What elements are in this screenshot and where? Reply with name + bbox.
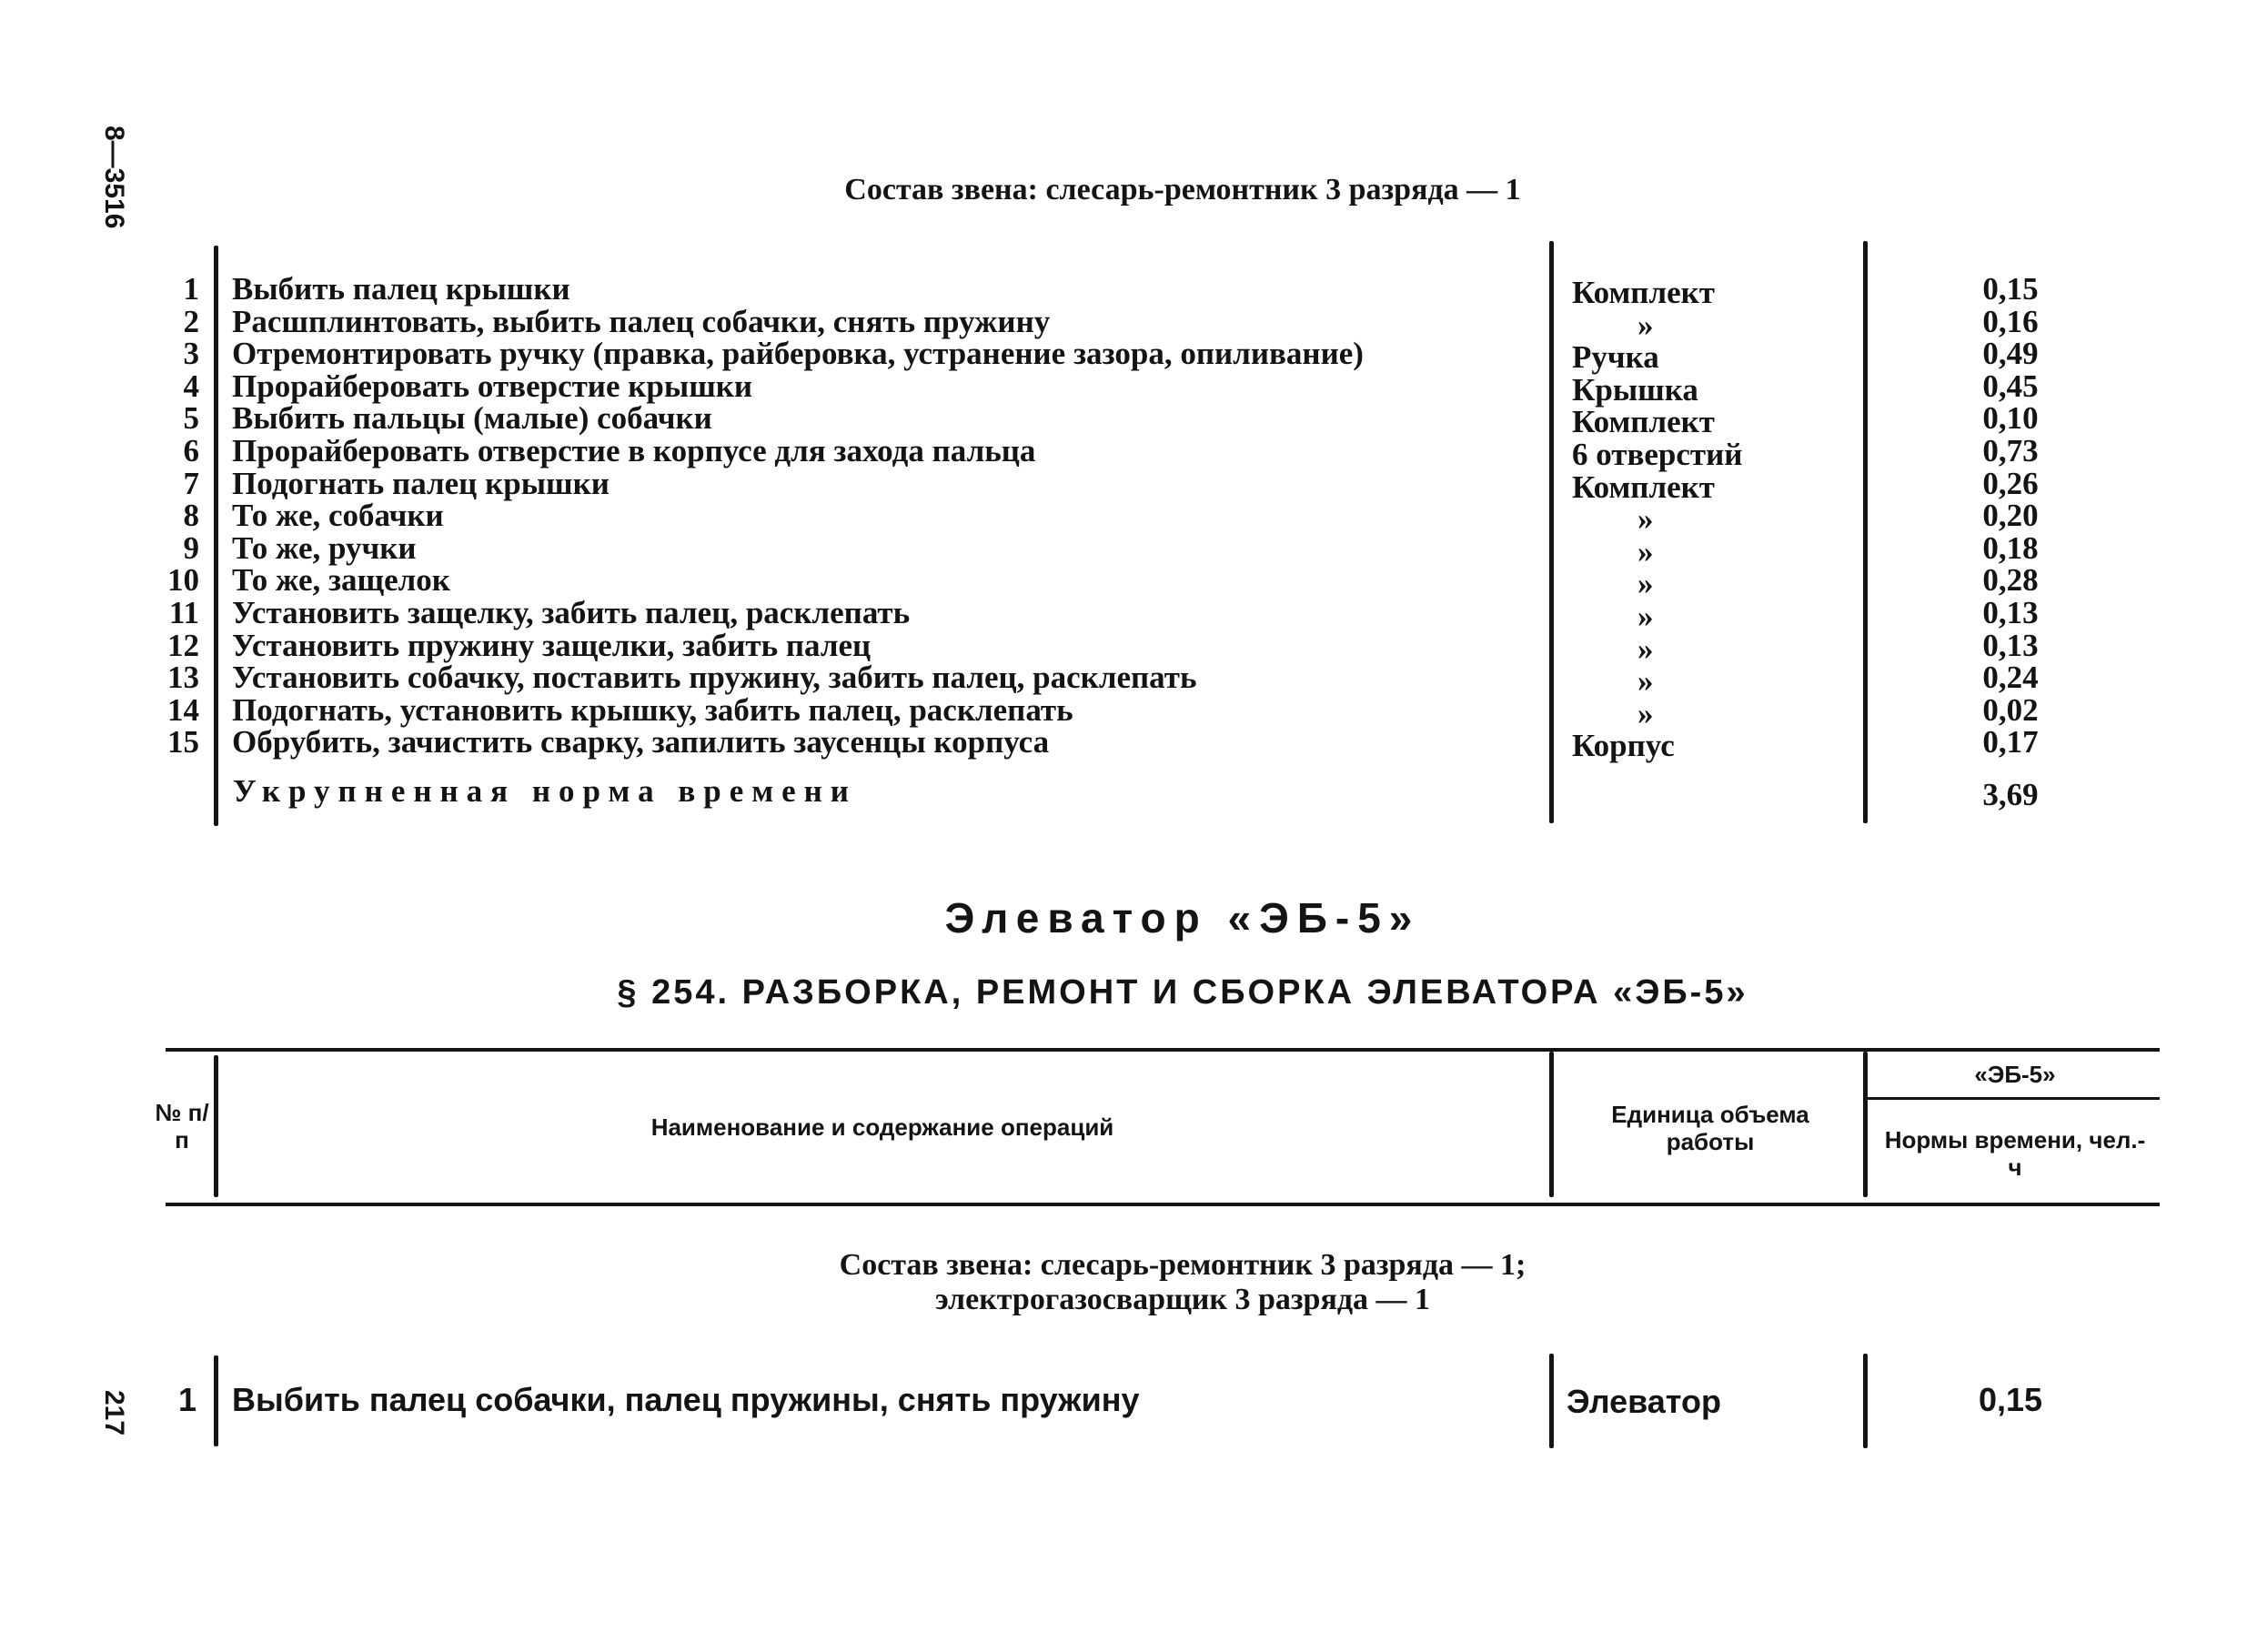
operation-text: Подогнать, установить крышку, забить палец, расклепать — [232, 691, 1073, 728]
operation-text: Установить пружину защелки, забить палец — [232, 627, 872, 663]
crew-heading-2-line1: Состав звена: слесарь-ремонтник 3 разряда — 1; — [839, 1248, 1526, 1282]
row-number: 10 — [167, 562, 199, 599]
row-number: 2 — [183, 303, 199, 339]
norm-value: 0,24 — [1982, 660, 2039, 696]
row-number: 3 — [183, 336, 199, 372]
header-norm: Нормы времени, чел.-ч — [1884, 1126, 2146, 1181]
row-number: 13 — [167, 660, 199, 696]
crew-heading-2-line2: электрогазосварщик 3 разряда — 1 — [934, 1283, 1431, 1316]
row-number: 9 — [183, 529, 199, 566]
row-number: 15 — [167, 724, 199, 761]
norm-value: 0,45 — [1982, 368, 2039, 404]
norm-value: 0,13 — [1982, 595, 2039, 630]
document-code: 8—3516 — [99, 126, 129, 229]
unit-text: » — [1637, 501, 1654, 538]
operation-text: Выбить палец крышки — [232, 271, 570, 307]
table2-hdr-rule-1 — [214, 1055, 218, 1197]
operation-text: То же, ручки — [232, 529, 417, 566]
norm-value: 0,26 — [1982, 465, 2039, 501]
norm-value: 0,10 — [1982, 400, 2039, 437]
operation-text: Обрубить, зачистить сварку, запилить заусенцы корпуса — [232, 724, 1050, 761]
table2-body-rule-2 — [1549, 1354, 1554, 1448]
norm-value: 0,49 — [1982, 336, 2039, 372]
table1-rule-2 — [1549, 241, 1554, 823]
operation-text: Отремонтировать ручку (правка, райберовка, устранение зазора, опиливание) — [232, 336, 1364, 372]
operation-text: То же, собачки — [232, 498, 444, 534]
header-unit: Единица объема работы — [1611, 1101, 1809, 1155]
norm-value: 0,28 — [1982, 562, 2039, 599]
row-number: 6 — [183, 433, 199, 468]
row-number: 1 — [177, 1381, 196, 1418]
total-label: Укрупненная норма времени — [233, 773, 857, 809]
unit-text: » — [1637, 663, 1654, 700]
table1-rule-3 — [1863, 241, 1868, 823]
unit-text: » — [1637, 533, 1654, 569]
operation-text: То же, защелок — [232, 562, 450, 599]
header-num: № п/п — [155, 1099, 209, 1153]
table2-hdr-rule-2 — [1549, 1052, 1554, 1197]
norm-value: 0,73 — [1982, 433, 2039, 468]
unit-text: Комплект — [1572, 404, 1716, 440]
unit-text: » — [1637, 695, 1654, 731]
operation-text: Прорайберовать отверстие крышки — [232, 368, 753, 404]
table2-body-rule-3 — [1863, 1354, 1868, 1448]
table2-body-rule-1 — [214, 1355, 218, 1446]
unit-text: Комплект — [1572, 468, 1716, 505]
row-number: 12 — [167, 627, 199, 663]
operation-text: Прорайберовать отверстие в корпусе для захода пальца — [232, 433, 1036, 468]
row-number: 4 — [183, 368, 199, 404]
row-number: 5 — [183, 400, 199, 437]
norm-value: 0,18 — [1982, 529, 2039, 566]
operation-text: Подогнать палец крышки — [232, 465, 610, 501]
table1-rule-1 — [214, 246, 218, 826]
section-title: Элеватор «ЭБ-5» — [944, 894, 1421, 942]
operation-text: Расшплинтовать, выбить палец собачки, снять пружину — [232, 303, 1051, 339]
unit-text: » — [1637, 599, 1654, 634]
unit-text: Крышка — [1572, 371, 1698, 408]
norm-value: 0,13 — [1982, 627, 2039, 663]
norm-value: 0,20 — [1982, 498, 2039, 534]
unit-text: 6 отверстий — [1572, 437, 1743, 472]
norm-value: 0,15 — [1982, 271, 2039, 307]
unit-text: Ручка — [1572, 339, 1659, 376]
norm-value: 0,02 — [1982, 691, 2039, 728]
table2-hdr-rule-3 — [1863, 1052, 1868, 1197]
operation-text: Выбить палец собачки, палец пружины, снять пружину — [232, 1381, 1140, 1418]
crew-heading-1: Состав звена: слесарь-ремонтник 3 разряда — 1 — [844, 173, 1521, 206]
section-heading: § 254. РАЗБОРКА, РЕМОНТ И СБОРКА ЭЛЕВАТОРА «ЭБ-5» — [617, 973, 1748, 1012]
operation-text: Установить собачку, поставить пружину, забить палец, расклепать — [232, 660, 1197, 696]
row-number: 7 — [183, 465, 199, 501]
table2-top-rule — [166, 1048, 2160, 1052]
operation-text: Выбить пальцы (малые) собачки — [232, 400, 712, 437]
unit-text: » — [1637, 630, 1654, 667]
unit-text: Комплект — [1572, 275, 1716, 310]
header-group: «ЭБ-5» — [1974, 1061, 2056, 1088]
header-name: Наименование и содержание операций — [650, 1113, 1114, 1141]
row-number: 1 — [183, 271, 199, 307]
operation-text: Установить защелку, забить палец, расклепать — [232, 595, 911, 630]
row-number: 14 — [167, 691, 199, 728]
norm-value: 0,17 — [1982, 724, 2039, 761]
unit-text: Корпус — [1572, 728, 1675, 764]
table2-bottom-rule — [166, 1203, 2160, 1206]
row-number: 11 — [168, 595, 199, 630]
page-number: 217 — [99, 1390, 129, 1436]
unit-text: » — [1637, 307, 1654, 343]
norm-value: 0,16 — [1982, 303, 2039, 339]
unit-text: Элеватор — [1567, 1383, 1721, 1420]
table2-group-rule — [1863, 1097, 2160, 1100]
unit-text: » — [1637, 566, 1654, 602]
total-value: 3,69 — [1982, 777, 2039, 812]
norm-value: 0,15 — [1978, 1381, 2043, 1418]
row-number: 8 — [183, 498, 199, 534]
